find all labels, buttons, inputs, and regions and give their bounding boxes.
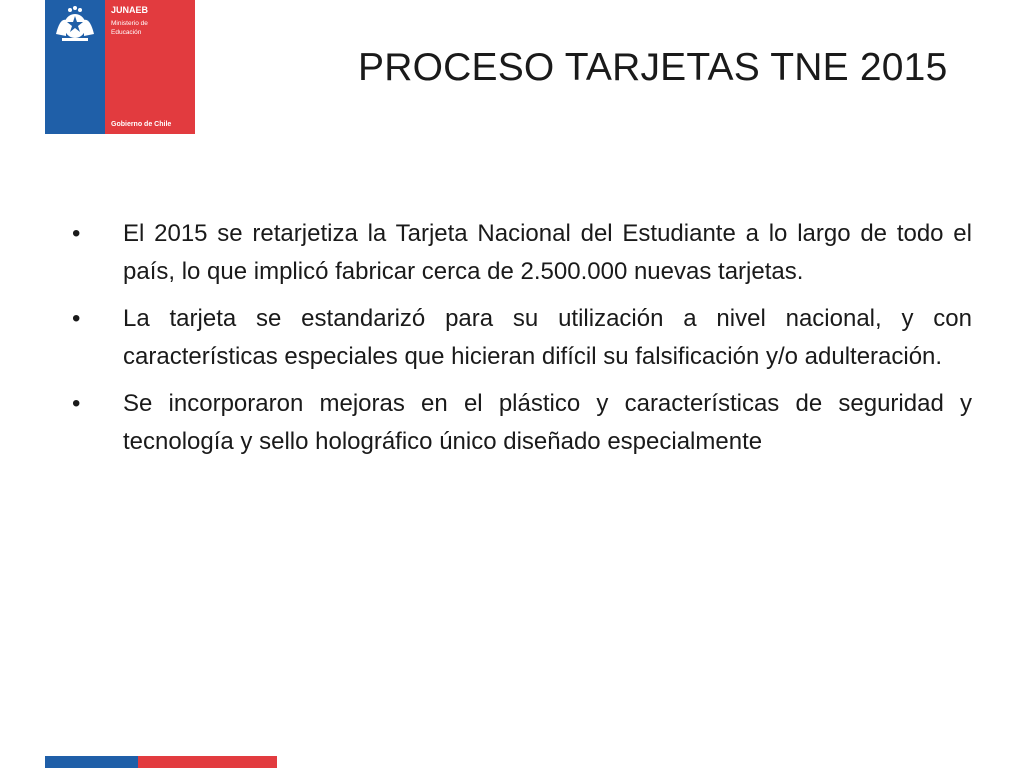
- bullet-list: [72, 215, 972, 470]
- slide-title: PROCESO TARJETAS TNE 2015: [358, 46, 948, 89]
- bullet-text: Se incorporaron mejoras en el plástico y características de seguridad y tecnología y sello holográfico único diseñado especialmente: [123, 390, 972, 455]
- footer-blue-segment: [45, 756, 138, 768]
- logo-blue-panel: [45, 0, 105, 134]
- bullet-icon: •: [72, 390, 81, 417]
- bullet-text: El 2015 se retarjetiza la Tarjeta Nacional del Estudiante a lo largo de todo el país, lo que implicó fabricar cerca de 2.500.000 nuevas tarjetas.: [123, 220, 972, 285]
- logo-ministry-line2: Educación: [111, 29, 142, 36]
- bullet-item: [72, 385, 972, 461]
- bullet-item: [72, 215, 972, 291]
- footer-color-bar: [45, 756, 277, 768]
- logo-agency: JUNAEB: [111, 5, 149, 15]
- bullet-item: [72, 300, 972, 376]
- bullet-icon: •: [72, 220, 81, 247]
- logo-government: Gobierno de Chile: [111, 121, 172, 128]
- bullet-text: La tarjeta se estandarizó para su utilización a nivel nacional, y con características especiales que hicieran difícil su falsificación y/o adulteración.: [123, 305, 972, 370]
- logo-ministry-line1: Ministerio de: [111, 20, 148, 27]
- coat-of-arms-icon: [52, 4, 98, 44]
- logo-red-panel: [105, 0, 195, 134]
- government-logo: [45, 0, 195, 134]
- footer-red-segment: [138, 756, 277, 768]
- bullet-icon: •: [72, 305, 81, 332]
